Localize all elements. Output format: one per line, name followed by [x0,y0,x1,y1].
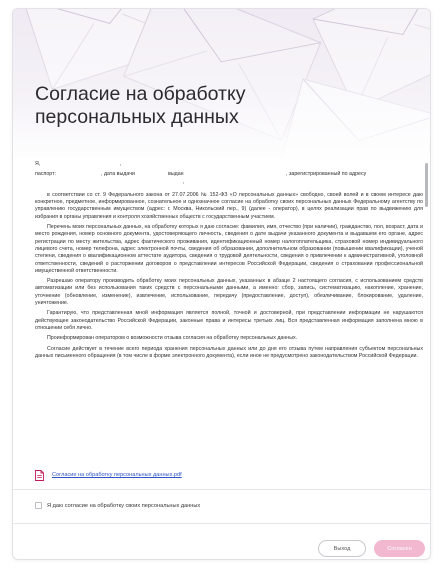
issued-by-label: выдан [168,171,184,178]
paragraph-4: Гарантирую, что представленная мной информация является полной, точной и достоверной, при представлении информации не нарушаются действующее законодательство Российской Федерации, законные права и интересы третьих лиц. Вся представленная информация заполнена мною в отношении себя лично. [35,310,423,331]
header-banner [13,9,431,159]
consent-checkbox-row[interactable] [35,502,200,509]
consent-dialog [12,8,431,560]
page-title: Согласие на обработку персональных данных [35,83,246,128]
name-line [35,161,423,168]
registered-address-label: , зарегистрированный по адресу [286,171,367,178]
paragraph-3: Разрешаю оператору производить обработку моих персональных данных, указанных в абзаце 2 настоящего согласия, с использованием средств автоматизации или без использования таких средств с персональными данными, а именно: сбор, запись, систематизацию, накопление, хранение, уточнение (обновление, изменение), извлечение, использование, передачу (предоставление, доступ), обезличивание, блокирование, удаление, уничтожение. [35,278,423,307]
agree-button[interactable]: Согласен [374,540,425,557]
passport-label: паспорт: [35,171,57,178]
address-line [35,179,423,186]
name-comma: , [120,161,122,167]
address-comma: , [183,178,185,185]
consent-checkbox[interactable] [35,502,42,509]
pdf-attachment-label[interactable]: Согласие на обработку персональных данных.pdf [52,472,182,478]
paragraph-2: Перечень моих персональных данных, на обработку которых я даю согласие: фамилия, имя, отчество (при наличии), гражданство, пол, возраст, дата и место рождения, номер основного документа, удостоверяющего личность, сведения о дате выдачи указанного документа и выдавшем его органе, адрес регистрации по месту жительства, адрес фактического проживания, идентификационный номер налогоплательщика, страховой номер индивидуального лицевого счета, номер телефона, адрес электронной почты, сведения об образовании, дополнительном образовании (повышении квалификации), ученой степени, сведения о квалификационном аттестате аудитора, сведения о трудовой деятельности, сведения о привлечении к административной, уголовной ответственности, сведений о расторжении договоров о представлении интересов Российской Федерации, сведения о страховании профессиональной имущественной ответственности. [35,224,423,274]
exit-button[interactable]: Выход [318,540,366,557]
paragraph-5: Проинформирован оператором о возможности отзыва согласия на обработку персональных данных. [47,335,298,342]
issue-date-label: , дата выдачи [101,171,135,178]
paragraph-6: Согласие действует в течение всего периода хранения персональных данных или до дня его отзыва путем направления субъектом персональных данных письменного обращения (в том числе в форме электронного документа), если иное не предусмотрено законодательством Российской Федерации. [35,345,423,359]
passport-line [35,171,423,178]
divider-top [13,489,431,490]
divider-bottom [13,523,431,524]
scrollbar-thumb[interactable] [425,163,428,207]
pdf-file-icon [35,470,44,481]
paragraph-1: в соответствии со ст. 9 Федерального закона от 27.07.2006 № 152-ФЗ «О персональных данных» свободно, своей волей и в своем интересе даю конкретное, предметное, информированное, сознательное и однозначное согласие на обработку своих персональных данных Федеральному агентству по управлению государственным имуществом (адрес: г. Москва, Никольский пер., 9) (далее - оператор), в целях реализации прав по выдвижению для избрания в органы управления и контроля хозяйственных обществ с государственным участием. [35,191,423,220]
pdf-attachment-link[interactable] [35,469,182,481]
name-label: Я, [35,161,41,167]
document-scrollbar[interactable] [424,159,429,469]
consent-checkbox-label[interactable]: Я даю согласие на обработку своих персональных данных [47,502,201,509]
consent-document [35,161,423,469]
